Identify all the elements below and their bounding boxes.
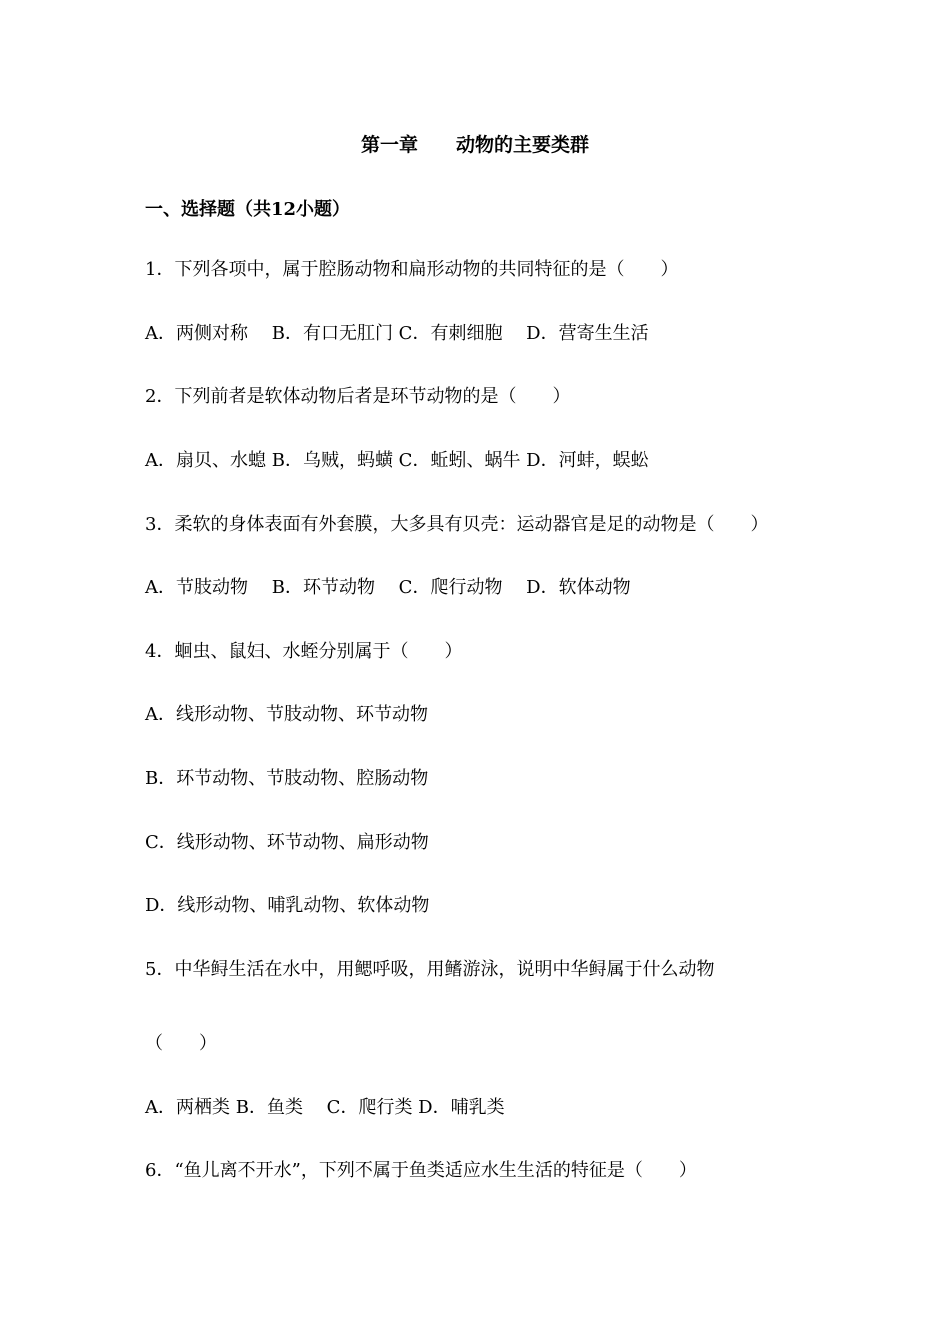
question-6: 6．“鱼儿离不开水”，下列不属于鱼类适应水生生活的特征是（ ） xyxy=(145,1160,697,1181)
question-3: 3．柔软的身体表面有外套膜，大多具有贝壳：运动器官是足的动物是（ ） xyxy=(145,514,769,535)
question-1-options: A．两侧对称 B．有口无肛门 C．有刺细胞 D．营寄生生活 xyxy=(145,323,649,344)
section-heading: 一、选择题（共12小题） xyxy=(145,199,351,220)
question-2-options: A．扇贝、水螅 B．乌贼，蚂蟥 C．蚯蚓、蜗牛 D．河蚌，蜈蚣 xyxy=(145,450,649,471)
question-2: 2．下列前者是软体动物后者是环节动物的是（ ） xyxy=(145,386,571,407)
question-1: 1．下列各项中，属于腔肠动物和扁形动物的共同特征的是（ ） xyxy=(145,259,679,280)
question-4-option-a: A．线形动物、节肢动物、环节动物 xyxy=(145,704,428,725)
chapter-title: 第一章 动物的主要类群 xyxy=(360,134,589,156)
question-5-blank: （ ） xyxy=(145,1033,217,1054)
question-4-option-c: C．线形动物、环节动物、扁形动物 xyxy=(145,832,429,853)
question-4-option-b: B．环节动物、节肢动物、腔肠动物 xyxy=(145,768,429,789)
question-4-option-d: D．线形动物、哺乳动物、软体动物 xyxy=(145,895,430,916)
question-5: 5．中华鲟生活在水中，用鳃呼吸，用鳍游泳，说明中华鲟属于什么动物 xyxy=(145,959,715,980)
question-5-options: A．两栖类 B．鱼类 C．爬行类 D．哺乳类 xyxy=(145,1097,505,1118)
question-3-options: A．节肢动物 B．环节动物 C．爬行动物 D．软体动物 xyxy=(145,577,631,598)
question-4: 4．蛔虫、鼠妇、水蛭分别属于（ ） xyxy=(145,641,463,662)
